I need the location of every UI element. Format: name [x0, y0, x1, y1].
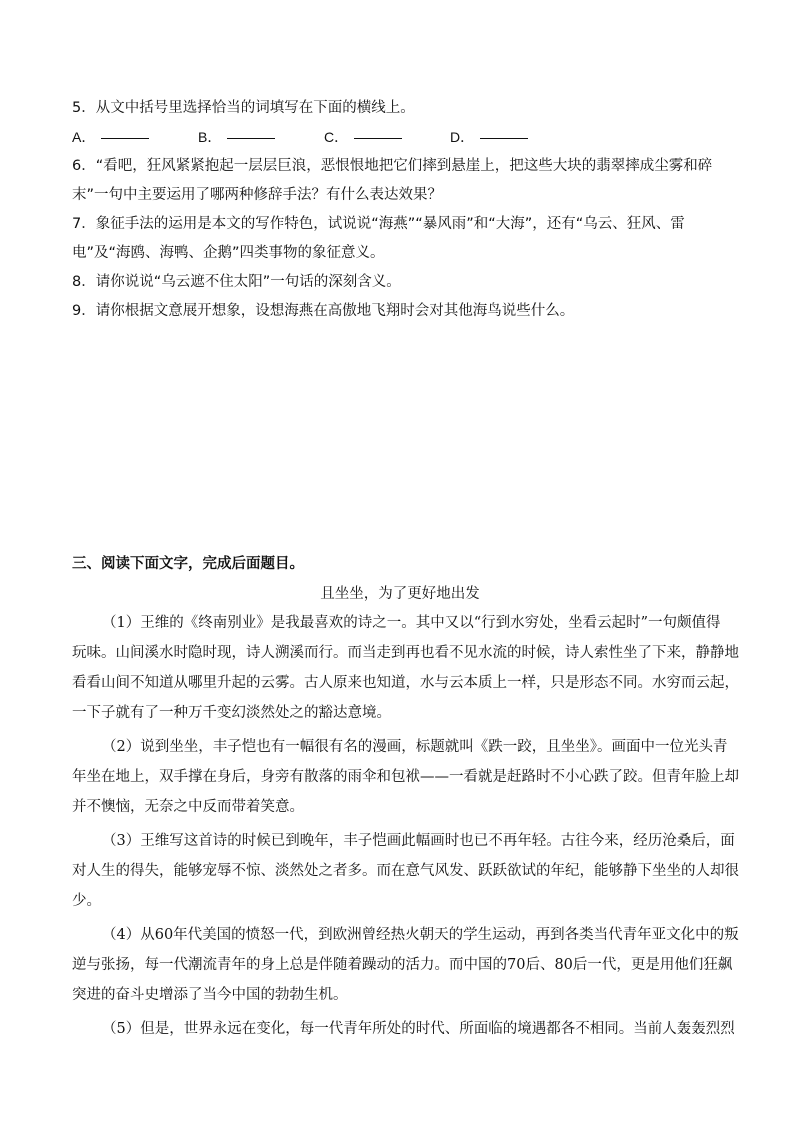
- paragraph-line: （1）王维的《终南别业》是我最喜欢的诗之一。其中又以“行到水穷处，坐看云起时”一句颇值得: [102, 615, 721, 631]
- paragraph-line: 一下子就有了一种万千变幻淡然处之的豁达意境。: [72, 705, 391, 721]
- choice-b-blank[interactable]: [227, 138, 275, 139]
- paragraph-line: 少。: [72, 893, 101, 909]
- question-list: [72, 94, 732, 326]
- question-6-line-2: 末”一句中主要运用了哪两种修辞手法？有什么表达效果？: [72, 187, 443, 203]
- question-6-line-1: 6．“看吧，狂风紧紧抱起一层层巨浪，恶恨恨地把它们摔到悬崖上，把这些大块的翡翠摔成尘雾和碎: [72, 158, 713, 174]
- paragraph-line: 对人生的得失，能够宠辱不惊、淡然处之者多。而在意气风发、跃跃欲试的年纪，能够静下坐坐的人却很: [72, 863, 739, 879]
- choice-d: [450, 123, 576, 152]
- paragraph-5: [72, 1014, 735, 1044]
- choice-b: [198, 123, 324, 152]
- section-heading: 三、阅读下面文字，完成后面题目。: [72, 556, 304, 572]
- choice-b-label: B．: [198, 129, 222, 145]
- paragraph-line: 突进的奋斗史增添了当今中国的勃勃生机。: [72, 987, 348, 1003]
- choice-a: [72, 123, 198, 152]
- paragraph-line: （5）但是，世界永远在变化，每一代青年所处的时代、所面临的境遇都各不相同。当前人轰轰烈烈: [102, 1021, 735, 1037]
- choice-d-label: D．: [450, 129, 475, 145]
- question-9: 9．请你根据文意展开想象，设想海燕在高傲地飞翔时会对其他海鸟说些什么。: [72, 303, 575, 319]
- paragraph-2: [72, 732, 739, 822]
- question-7-line-1: 7．象征手法的运用是本文的写作特色，试说说“海燕”“暴风雨”和“大海”，还有“乌云、狂风、雷: [72, 216, 685, 232]
- choice-row: [72, 123, 732, 152]
- article-title: 且坐坐，为了更好地出发: [320, 586, 480, 602]
- paragraph-line: （3）王维写这首诗的时候已到晚年，丰子恺画此幅画时也已不再年轻。古往今来，经历沧桑后，面: [102, 833, 735, 849]
- question-5: 5．从文中括号里选择恰当的词填写在下面的横线上。: [72, 100, 415, 116]
- article-body: [72, 608, 739, 1048]
- paragraph-line: 年坐在地上，双手撑在身后，身旁有散落的雨伞和包袱——一看就是赶路时不小心跌了跤。但青年脸上却: [72, 769, 739, 785]
- paragraph-1: [72, 608, 739, 728]
- paragraph-line: 玩味。山间溪水时隐时现，诗人溯溪而行。而当走到再也看不见水流的时候，诗人索性坐了下来，静静地: [72, 645, 739, 661]
- paragraph-line: （2）说到坐坐，丰子恺也有一幅很有名的漫画，标题就叫《跌一跤，且坐坐》。画面中一位光头青: [102, 739, 728, 755]
- choice-c-label: C．: [324, 129, 349, 145]
- question-8: 8．请你说说“乌云遮不住太阳”一句话的深刻含义。: [72, 274, 401, 290]
- paragraph-line: 看看山间不知道从哪里升起的云雾。古人原来也知道，水与云本质上一样，只是形态不同。水穷而云起，: [72, 675, 739, 691]
- paragraph-line: 并不懊恼，无奈之中反而带着笑意。: [72, 799, 304, 815]
- choice-a-blank[interactable]: [101, 138, 149, 139]
- paragraph-line: 逆与张扬，每一代潮流青年的身上总是伴随着躁动的活力。而中国的70后、80后一代，更是用他们狂飙: [72, 957, 733, 973]
- question-7-line-2: 电”及“海鸥、海鸭、企鹅”四类事物的象征意义。: [72, 245, 385, 261]
- paragraph-line: （4）从60年代美国的愤怒一代，到欧洲曾经热火朝天的学生运动，再到各类当代青年亚文化中的叛: [102, 927, 739, 943]
- choice-d-blank[interactable]: [480, 138, 528, 139]
- choice-c: [324, 123, 450, 152]
- paragraph-4: [72, 920, 739, 1010]
- paragraph-3: [72, 826, 739, 916]
- choice-c-blank[interactable]: [354, 138, 402, 139]
- choice-a-label: A．: [72, 129, 96, 145]
